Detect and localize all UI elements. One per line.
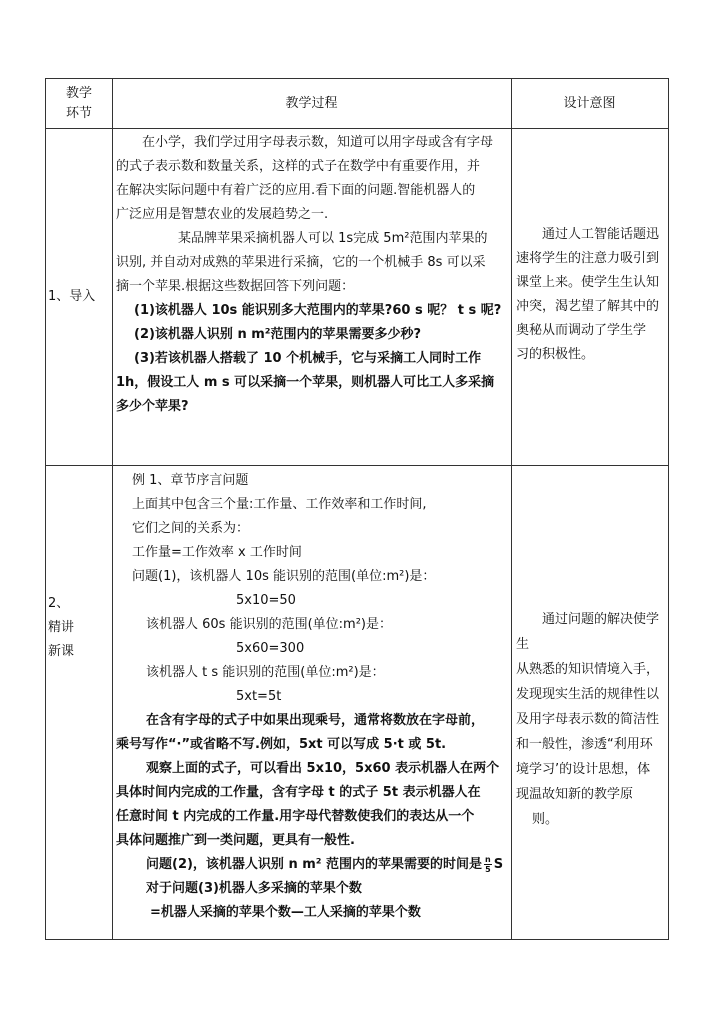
paragraph-line: 该机器人 60s 能识别的范围(单位:m²)是： (146, 617, 392, 632)
fraction-n-over-5 (484, 855, 492, 874)
paragraph-line: 广泛应用是智慧农业的发展趋势之一. (116, 207, 329, 222)
question-line: (2)该机器人识别 n m²范围内的苹果需要多少秒? (134, 327, 422, 342)
header-stage-line: 教学 (65, 85, 92, 101)
paragraph-line: 乘号写作“·”或省略不写.例如，5xt 可以写成 5·t 或 5t. (116, 737, 447, 752)
section1-process (116, 131, 508, 419)
paragraph-line: 该机器人 t s 能识别的范围(单位:m²)是： (146, 665, 385, 680)
intent-line: 从熟悉的知识情境入手， (516, 662, 660, 677)
paragraph-line: 观察上面的式子，可以看出 5x10，5x60 表示机器人在两个 (146, 761, 500, 776)
column-divider (511, 79, 512, 939)
fraction-unit: S (493, 857, 504, 872)
paragraph-line: 任意时间 t 内完成的工作量.用字母代替数使我们的表达从一个 (116, 809, 475, 824)
formula-line: 5x60=300 (236, 641, 305, 656)
paragraph-line: 对于问题(3)机器人多采摘的苹果个数 (146, 881, 362, 896)
intent-line: 课堂上来。使学生生认知 (516, 275, 660, 290)
intent-line: 冲突，渴艺望了解其中的 (516, 299, 660, 314)
intent-line: 习的积极性。 (516, 347, 595, 362)
intent-line: 速将学生的注意力吸引到 (516, 251, 660, 266)
intent-line: 现温故知新的教学原 (516, 787, 634, 802)
intent-line: 则。 (532, 812, 559, 827)
row-divider (46, 128, 668, 129)
paragraph-line: 在解决实际问题中有着广泛的应用.看下面的问题.智能机器人的 (116, 183, 476, 198)
section2-intent (516, 607, 666, 832)
paragraph-line (116, 853, 508, 877)
question-line: (1)该机器人 10s 能识别多大范围内的苹果?60 s 呢？ t s 呢? (134, 303, 502, 318)
intent-line: 境学习’的设计思想，体 (516, 762, 651, 777)
paragraph-line: 某品牌苹果采摘机器人可以 1s完成 5m²范围内苹果的 (178, 231, 488, 246)
paragraph-line: 具体问题推广到一类问题，更具有一般性. (116, 833, 355, 848)
formula-line: 5x10=50 (236, 593, 296, 608)
section2-label-line: 精讲 (48, 620, 75, 635)
paragraph-line: 的式子表示数和数量关系，这样的式子在数学中有重要作用，并 (116, 159, 481, 174)
question-line: 多少个苹果? (116, 399, 189, 414)
section2-label-line: 新课 (48, 644, 75, 659)
paragraph-line: 在含有字母的式子中如果出现乘号，通常将数放在字母前， (146, 713, 485, 728)
intent-line: 和一般性，渗透“利用环 (516, 737, 653, 752)
paragraph-line: 具体时间内完成的工作量，含有字母 t 的式子 5t 表示机器人在 (116, 785, 481, 800)
formula-line: 5xt=5t (236, 689, 282, 704)
header-intent: 设计意图 (563, 95, 616, 111)
section1-intent (516, 223, 666, 367)
row-divider (46, 465, 668, 466)
paragraph-line: 问题(1)，该机器人 10s 能识别的范围(单位:m²)是： (132, 569, 436, 584)
header-stage-line: 环节 (65, 105, 92, 121)
intent-line: 奥秘从而调动了学生学 (516, 323, 647, 338)
intent-line: 及用字母表示数的简洁性 (516, 712, 660, 727)
lesson-plan-table (45, 78, 669, 940)
example-title: 例 1、章节序言问题 (132, 473, 249, 488)
fraction-numerator: n (485, 855, 491, 864)
header-stage (46, 79, 112, 128)
formula-line: 工作量=工作效率 x 工作时间 (132, 545, 302, 560)
section1-label-text: 1、导入 (48, 288, 96, 304)
paragraph-line: 识别, 并自动对成熟的苹果进行采摘，它的一个机械手 8s 可以采 (116, 255, 486, 270)
fraction-denominator: 5 (485, 865, 491, 874)
header-process: 教学过程 (285, 95, 338, 111)
section2-label-line: 2、 (48, 596, 70, 611)
question-line: (3)若该机器人搭载了 10 个机械手，它与采摘工人同时工作 (134, 351, 482, 366)
paragraph-line: 摘一个苹果.根据这些数据回答下列问题： (116, 279, 355, 294)
intent-line: 发现现实生活的规律性以 (516, 687, 660, 702)
paragraph-line: =机器人采摘的苹果个数—工人采摘的苹果个数 (150, 905, 421, 920)
section2-label (48, 592, 110, 664)
column-divider (112, 79, 113, 939)
paragraph-line: 上面其中包含三个量:工作量、工作效率和工作时间, (132, 497, 427, 512)
section1-label (46, 128, 112, 465)
intent-line: 通过人工智能话题迅 (542, 227, 660, 242)
paragraph-line: 在小学，我们学过用字母表示数，知道可以用字母或含有字母 (142, 135, 494, 150)
paragraph-line: 它们之间的关系为： (132, 521, 250, 536)
question-line: 1h，假设工人 m s 可以采摘一个苹果，则机器人可比工人多采摘 (116, 375, 495, 390)
intent-line: 通过问题的解决使学生 (516, 612, 660, 652)
question2-text: 问题(2)，该机器人识别 n m² 范围内的苹果需要的时间是 (146, 857, 483, 872)
section2-process (116, 469, 508, 925)
